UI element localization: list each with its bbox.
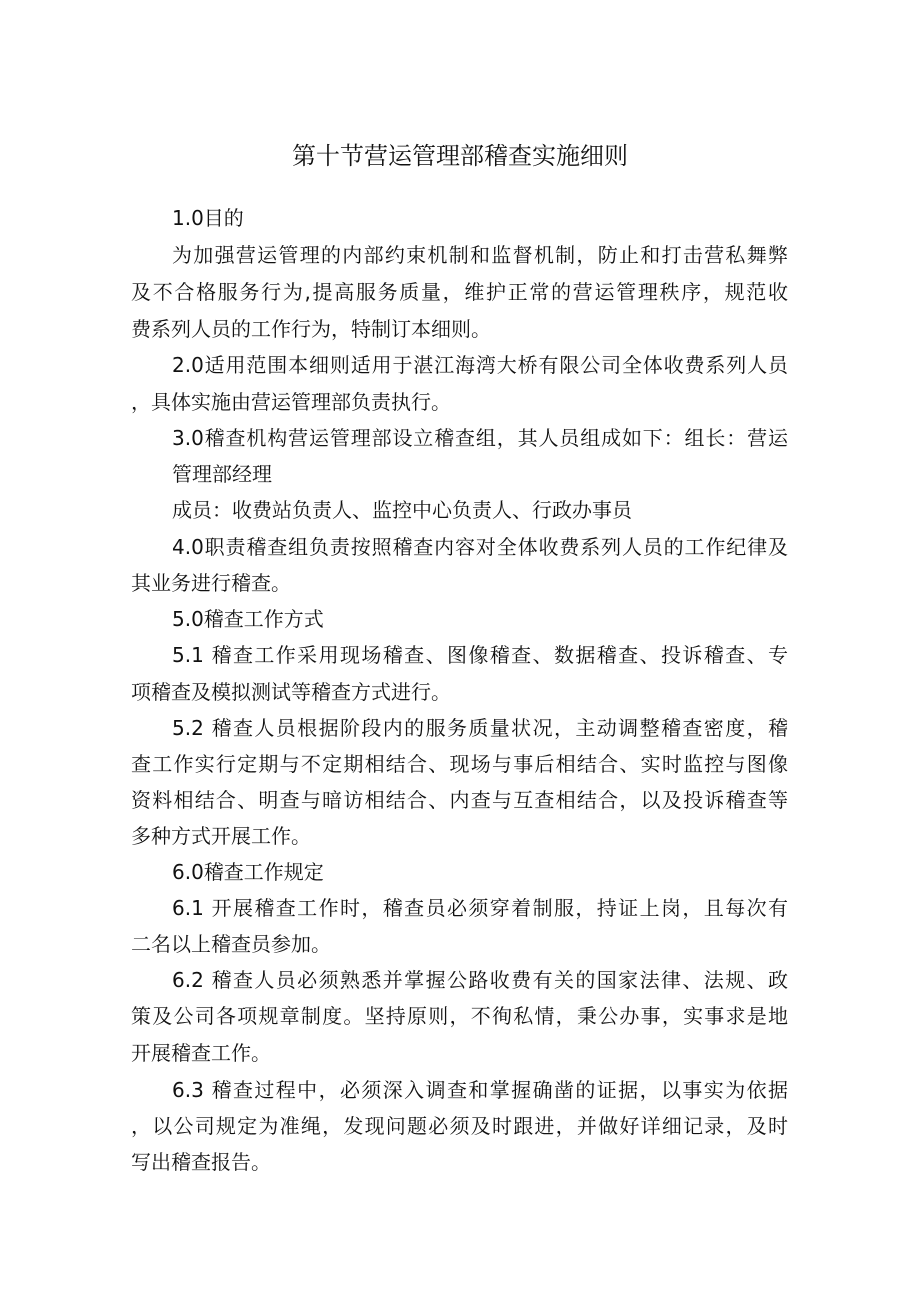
document-title: 第十节营运管理部稽查实施细则 xyxy=(292,142,628,170)
paragraph-line: 策及公司各项规章制度。坚持原则，不徇私情，秉公办事，实事求是地 xyxy=(131,1004,788,1028)
paragraph-line: 管理部经理 xyxy=(172,462,272,486)
paragraph-line: ，以公司规定为准绳，发现问题必须及时跟进，并做好详细记录，及时 xyxy=(131,1114,788,1138)
paragraph-line: 其业务进行稽查。 xyxy=(131,571,291,595)
paragraph-line: 多种方式开展工作。 xyxy=(131,824,311,848)
paragraph-line: 成员：收费站负责人、监控中心负责人、行政办事员 xyxy=(172,498,632,522)
paragraph-line: 5.2 稽查人员根据阶段内的服务质量状况，主动调整稽查密度，稽 xyxy=(172,716,788,740)
section-5-heading: 5.0稽查工作方式 xyxy=(172,607,324,631)
paragraph-line: 费系列人员的工作行为，特制订本细则。 xyxy=(131,317,491,341)
paragraph-line: 及不合格服务行为,提高服务质量，维护正常的营运管理秩序，规范收 xyxy=(131,280,788,304)
paragraph-line: 二名以上稽查员参加。 xyxy=(131,932,331,956)
paragraph-line: 5.1 稽查工作采用现场稽查、图像稽查、数据稽查、投诉稽查、专 xyxy=(172,643,788,667)
paragraph-line: 6.2 稽查人员必须熟悉并掌握公路收费有关的国家法律、法规、政 xyxy=(172,968,788,992)
section-6-heading: 6.0稽查工作规定 xyxy=(172,860,324,884)
paragraph-line: 6.1 开展稽查工作时，稽查员必须穿着制服，持证上岗，且每次有 xyxy=(172,896,788,920)
paragraph-line: 查工作实行定期与不定期相结合、现场与事后相结合、实时监控与图像 xyxy=(131,752,788,776)
section-4-line: 4.0职责稽查组负责按照稽查内容对全体收费系列人员的工作纪律及 xyxy=(172,535,788,559)
paragraph-line: ，具体实施由营运管理部负责执行。 xyxy=(131,390,451,414)
section-1-heading: 1.0目的 xyxy=(172,206,244,230)
paragraph-line: 项稽查及模拟测试等稽查方式进行。 xyxy=(131,680,451,704)
paragraph-line: 资料相结合、明查与暗访相结合、内查与互查相结合，以及投诉稽查等 xyxy=(131,788,788,812)
paragraph-line: 写出稽查报告。 xyxy=(131,1150,271,1174)
paragraph-line: 开展稽查工作。 xyxy=(131,1041,271,1065)
paragraph-line: 为加强营运管理的内部约束机制和监督机制，防止和打击营私舞弊 xyxy=(172,243,788,267)
paragraph-line: 6.3 稽查过程中，必须深入调查和掌握确凿的证据，以事实为依据 xyxy=(172,1078,788,1102)
section-2-line: 2.0适用范围本细则适用于湛江海湾大桥有限公司全体收费系列人员 xyxy=(172,353,788,377)
section-3-line: 3.0稽查机构营运管理部设立稽查组，其人员组成如下：组长：营运 xyxy=(172,426,788,450)
